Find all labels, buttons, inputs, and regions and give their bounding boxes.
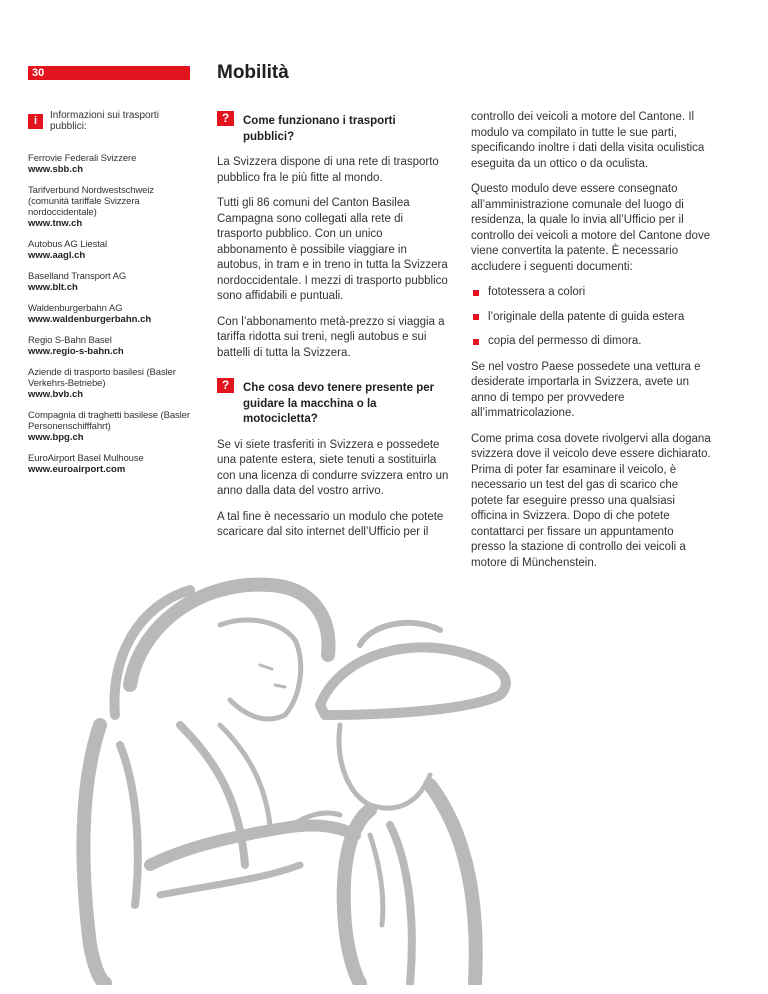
contact-link[interactable]: www.waldenburgerbahn.ch [28, 314, 152, 325]
contact-name: Waldenburgerbahn AG [28, 303, 123, 314]
contact-item [28, 410, 193, 443]
contact-item [28, 303, 193, 325]
paragraph: Se vi siete trasferiti in Svizzera e possedete una patente estera, siete tenuti a sostituirla con una licenza di condurre svizzera entro un anno dalla data del vostro arrivo. [217, 438, 449, 497]
middle-column [217, 110, 449, 551]
contact-link[interactable]: www.regio-s-bahn.ch [28, 346, 124, 357]
contact-link[interactable]: www.tnw.ch [28, 218, 83, 229]
bullet-icon [473, 314, 479, 320]
contact-link[interactable]: www.bvb.ch [28, 389, 84, 400]
contact-link[interactable]: www.aagl.ch [28, 250, 86, 261]
contact-item [28, 335, 193, 357]
contact-name: Autobus AG Liestal [28, 239, 108, 250]
contact-name: Regio S-Bahn Basel [28, 335, 112, 346]
paragraph: Come prima cosa dovete rivolgervi alla dogana svizzera dove il veicolo deve essere dichiarato. Prima di poter far esaminare il veicolo, è necessario un test del gas di scarico che potete far eseguire presso una qualsiasi officina in Svizzera. Dopo di che potete contattarci per fissare un appuntamento presso la stazione di controllo dei veicoli a motore di Münchenstein. [471, 432, 711, 569]
paragraph: Se nel vostro Paese possedete una vettura e desiderate importarla in Svizzera, avete un anno di tempo per provvedere all’immatricolazione. [471, 360, 701, 419]
list-item [471, 310, 711, 326]
question-heading [217, 110, 449, 145]
list-item-text: copia del permesso di dimora. [488, 335, 642, 347]
list-item-text: fototessera a colori [488, 286, 586, 298]
paragraph: Con l’abbonamento metà-prezzo si viaggia a tariffa ridotta sui treni, negli autobus e sui battelli di tutta la Svizzera. [217, 315, 445, 359]
contact-name: EuroAirport Basel Mulhouse [28, 453, 144, 464]
sidebar-heading-row [28, 110, 193, 132]
list-item-text: l’originale della patente di guida estera [488, 310, 685, 323]
question-heading [217, 377, 449, 428]
question-text: Che cosa devo tenere presente per guidare la macchina o la motocicletta? [243, 382, 435, 425]
contact-item [28, 239, 193, 261]
paragraph: A tal fine è necessario un modulo che potete scaricare dal sito internet dell’Ufficio per il [217, 510, 444, 538]
question-icon: ? [217, 378, 234, 393]
bullet-icon [473, 339, 479, 345]
contact-name: Compagnia di traghetti basilese (Basler Personenschifffahrt) [28, 410, 190, 432]
contact-link[interactable]: www.sbb.ch [28, 164, 84, 175]
contact-item [28, 367, 193, 400]
paragraph: controllo dei veicoli a motore del Cantone. Il modulo va compilato in tutte le sue parti, specificando inoltre i dati della visita oculistica eseguita da un ottico o da oculista. [471, 111, 705, 170]
sidebar-heading: Informazioni sui trasporti pubblici: [50, 110, 159, 132]
contact-link[interactable]: www.euroairport.com [28, 464, 126, 475]
list-item [471, 334, 711, 350]
mother-child-illustration [70, 565, 550, 985]
contact-link[interactable]: www.blt.ch [28, 282, 78, 293]
contact-name: Aziende di trasporto basilesi (Basler Verkehrs-Betriebe) [28, 367, 176, 389]
contact-name: Baselland Transport AG [28, 271, 127, 282]
contact-name: Ferrovie Federali Svizzere [28, 153, 137, 164]
page-number: 30 [32, 67, 45, 79]
question-icon: ? [217, 111, 234, 126]
info-icon: i [28, 114, 43, 129]
contact-link[interactable]: www.bpg.ch [28, 432, 84, 443]
contact-item [28, 271, 193, 293]
paragraph: Questo modulo deve essere consegnato all’amministrazione comunale del luogo di residenza, la quale lo invia all’Ufficio per il controllo dei veicoli a motore del Cantone dove viene convertita la patente. È necessario accludere i seguenti documenti: [471, 183, 711, 273]
list-item [471, 285, 711, 301]
paragraph: Tutti gli 86 comuni del Canton Basilea Campagna sono collegati alla rete di trasporto pubblico. Con un unico abbonamento è possibile viaggiare in autobus, in tram e in treno in tutta la Svizzera nordoccidentale. I mezzi di trasporto pubblico sono affidabili e puntuali. [217, 197, 448, 302]
contact-name: Tarifverbund Nordwestschweiz (comunità tariffale Svizzera nordoccidentale) [28, 185, 155, 218]
page-title: Mobilità [217, 62, 289, 83]
page-number-bar [28, 66, 190, 80]
bullet-icon [473, 290, 479, 296]
transport-info-sidebar [28, 110, 193, 485]
documents-list [471, 285, 711, 350]
question-text: Come funzionano i trasporti pubblici? [243, 115, 396, 143]
contact-item [28, 453, 193, 475]
right-column [471, 110, 711, 581]
contact-item [28, 185, 193, 229]
contact-item [28, 153, 193, 175]
paragraph: La Svizzera dispone di una rete di trasporto pubblico fra le più fitte al mondo. [217, 156, 439, 184]
